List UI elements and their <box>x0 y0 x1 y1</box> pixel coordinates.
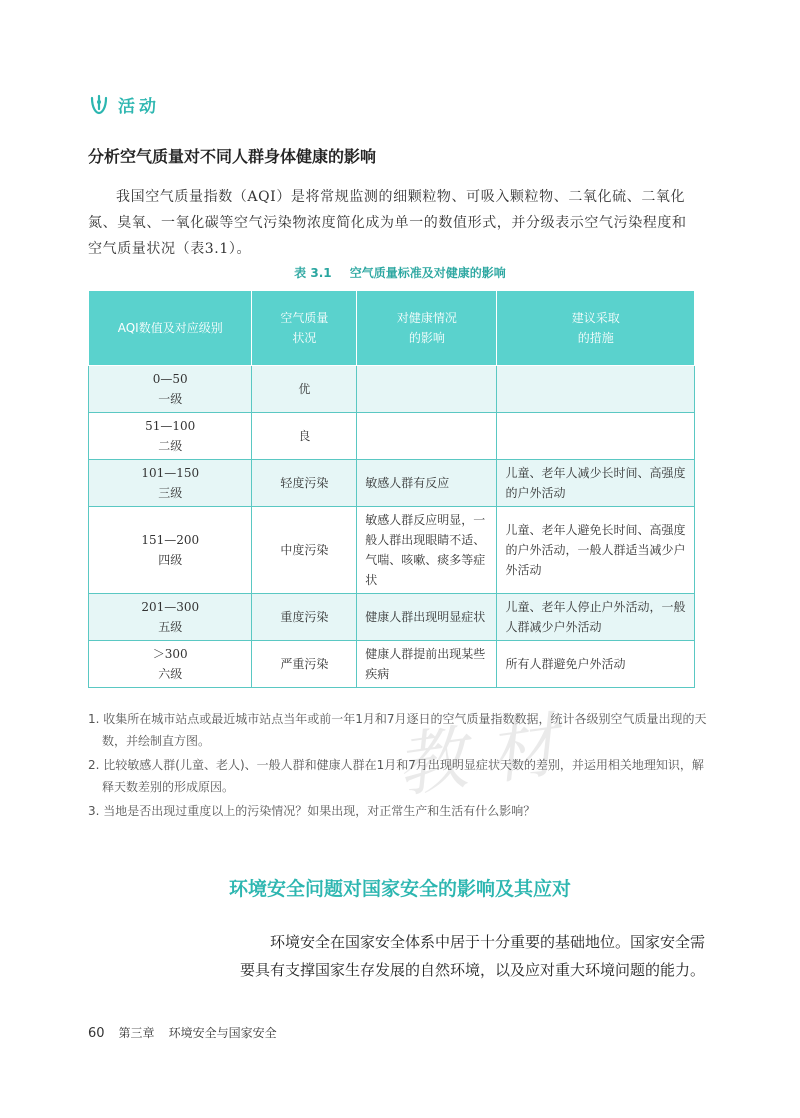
table-caption-number: 表 3.1 <box>294 266 332 280</box>
aqi-cell <box>89 641 252 688</box>
impact-cell: 健康人群提前出现某些疾病 <box>357 641 497 688</box>
measure-cell <box>497 413 695 460</box>
aqi-table <box>88 290 695 688</box>
status-cell: 优 <box>252 366 357 413</box>
table-row <box>89 507 695 594</box>
table-row <box>89 413 695 460</box>
impact-cell <box>357 366 497 413</box>
table-row <box>89 641 695 688</box>
chapter-title: 环境安全与国家安全 <box>168 1026 277 1040</box>
question-item: 3. 当地是否出现过重度以上的污染情况？如果出现，对正常生产和生活有什么影响？ <box>88 804 536 818</box>
table-row <box>89 366 695 413</box>
section-body: 环境安全在国家安全体系中居于十分重要的基础地位。国家安全需要具有支撑国家生存发展的自然环境，以及应对重大环境问题的能力。 <box>240 933 706 979</box>
status-cell: 中度污染 <box>252 507 357 594</box>
page-footer <box>88 1024 277 1041</box>
status-cell: 轻度污染 <box>252 460 357 507</box>
table-row <box>89 460 695 507</box>
table-header-row <box>89 291 695 366</box>
chapter-number: 第三章 <box>118 1026 155 1040</box>
activity-label: 活动 <box>118 97 160 117</box>
aqi-level: 六级 <box>158 667 183 681</box>
activity-title: 分析空气质量对不同人群身体健康的影响 <box>88 147 377 166</box>
watermark-logo: 教 材 <box>390 704 563 808</box>
aqi-range: 201—300 <box>141 600 200 614</box>
measure-cell: 儿童、老年人减少长时间、高强度的户外活动 <box>497 460 695 507</box>
measure-cell: 所有人群避免户外活动 <box>497 641 695 688</box>
aqi-range: 0—50 <box>152 372 188 386</box>
aqi-level: 二级 <box>158 439 183 453</box>
aqi-cell <box>89 507 252 594</box>
aqi-range: ＞300 <box>152 647 188 661</box>
aqi-level: 四级 <box>158 553 183 567</box>
header-measure: 建议采取 的措施 <box>497 291 695 366</box>
header-impact: 对健康情况 的影响 <box>357 291 497 366</box>
impact-cell: 敏感人群反应明显，一般人群出现眼睛不适、气喘、咳嗽、痰多等症状 <box>357 507 497 594</box>
question-item: 1. 收集所在城市站点或最近城市站点当年或前一年1月和7月逐日的空气质量指数数据，统计各级别空气质量出现的天数，并绘制直方图。 <box>88 712 707 748</box>
aqi-level: 三级 <box>158 486 183 500</box>
aqi-level: 五级 <box>158 620 183 634</box>
aqi-range: 101—150 <box>141 466 200 480</box>
activity-icon <box>88 94 110 116</box>
aqi-table-body <box>89 366 695 688</box>
aqi-range: 51—100 <box>145 419 196 433</box>
impact-cell: 健康人群出现明显症状 <box>357 594 497 641</box>
aqi-range: 151—200 <box>141 533 200 547</box>
question-list <box>88 708 708 824</box>
impact-cell <box>357 413 497 460</box>
activity-header <box>88 92 160 117</box>
measure-cell <box>497 366 695 413</box>
page-number: 60 <box>88 1026 105 1041</box>
table-caption <box>0 264 800 281</box>
aqi-cell <box>89 413 252 460</box>
aqi-cell <box>89 366 252 413</box>
measure-cell: 儿童、老年人停止户外活动，一般人群减少户外活动 <box>497 594 695 641</box>
status-cell: 严重污染 <box>252 641 357 688</box>
aqi-level: 一级 <box>158 392 183 406</box>
aqi-cell <box>89 460 252 507</box>
header-status: 空气质量 状况 <box>252 291 357 366</box>
aqi-cell <box>89 594 252 641</box>
measure-cell: 儿童、老年人避免长时间、高强度的户外活动，一般人群适当减少户外活动 <box>497 507 695 594</box>
section-title: 环境安全问题对国家安全的影响及其应对 <box>228 878 571 900</box>
status-cell: 良 <box>252 413 357 460</box>
status-cell: 重度污染 <box>252 594 357 641</box>
table-caption-text: 空气质量标准及对健康的影响 <box>349 266 506 280</box>
table-row <box>89 594 695 641</box>
intro-paragraph: 我国空气质量指数（AQI）是将常规监测的细颗粒物、可吸入颗粒物、二氧化硫、二氧化氮、臭氧、一氧化碳等空气污染物浓度简化成为单一的数值形式，并分级表示空气污染程度和空气质量状况（表3.1）。 <box>88 189 687 257</box>
question-item: 2. 比较敏感人群(儿童、老人)、一般人群和健康人群在1月和7月出现明显症状天数的差别，并运用相关地理知识，解释天数差别的形成原因。 <box>88 758 704 794</box>
impact-cell: 敏感人群有反应 <box>357 460 497 507</box>
header-aqi: AQI数值及对应级别 <box>89 291 252 366</box>
